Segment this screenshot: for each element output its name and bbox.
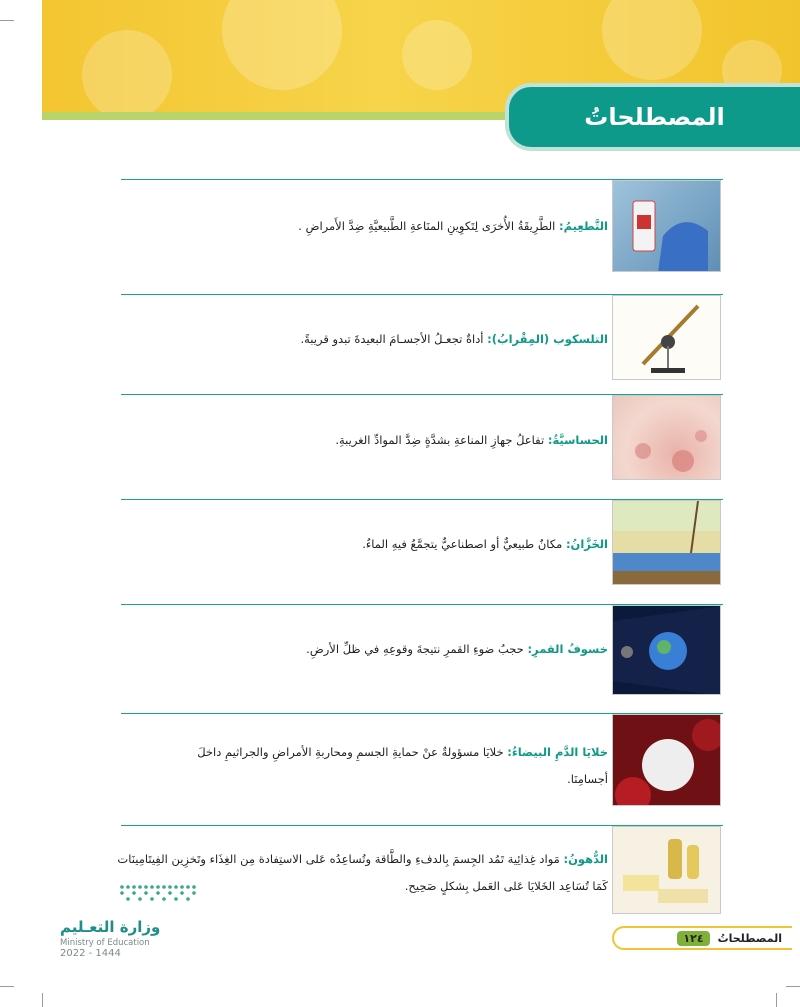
ministry-dots-logo (118, 883, 204, 903)
crop-mark (42, 993, 43, 1007)
entry-definition: مكانٌ طبيعيٌّ أو اصطناعيٌّ يتجمَّعُ فيهِ الماءُ. (362, 537, 563, 551)
ministry-english: Ministry of Education (60, 938, 150, 948)
entry-text (188, 427, 608, 454)
allergy-illustration (613, 396, 721, 480)
white-blood-cell-image (612, 714, 721, 806)
fats-image (612, 826, 721, 914)
page-number: ١٢٤ (677, 931, 709, 946)
page-title-tab (505, 83, 800, 151)
entry-text (188, 213, 608, 240)
vaccine-illustration (613, 181, 721, 272)
reservoir-image (612, 500, 721, 585)
edition-year: 2022 - 1444 (60, 948, 121, 959)
fats-illustration (613, 827, 721, 914)
page-title: المصطلحاتُ (584, 103, 725, 131)
crop-mark (786, 986, 800, 987)
entry-definition: حجبُ ضوءِ القمرِ نتيجةَ وقوعِهِ في ظلِّ الأرضِ. (306, 642, 524, 656)
entry-definition: مَواد غِذائِية تَمُد الجِسمَ بِالدفءِ والطَّاقة وتُساعِدُه عَلى الاستِفادة مِن الغِذَاء وتَخزِين الفِيتَامِينَات كَمَا تُسَاعِد الخَلايَا عَلى العَمل بِشكلٍ صَحِيح. (117, 852, 608, 893)
ministry-logo (60, 918, 160, 959)
entry-text (188, 531, 608, 558)
entry-term: الخَزَّانُ: (565, 537, 608, 551)
footer-label: المصطلحاتُ (717, 931, 782, 945)
ministry-arabic: وزارة التعـليم (60, 918, 161, 936)
entry-term: التَّطعِيمُ: (559, 219, 608, 233)
crop-mark (0, 20, 14, 21)
entry-text (188, 636, 608, 663)
allergy-image (612, 395, 721, 480)
crop-mark (0, 986, 14, 987)
reservoir-illustration (613, 501, 721, 585)
entry-text (153, 739, 608, 793)
entry-term: الدُّهونُ: (563, 852, 608, 866)
entry-term: التلسكوب (المِقْرابُ): (487, 332, 608, 346)
lunar-eclipse-image (612, 605, 721, 695)
page-footer (612, 926, 792, 950)
entry-definition: أداةٌ تجعـلُ الأجسـامَ البعيدةَ تبدو قريبةً. (300, 332, 484, 346)
entry-term: خسوفُ القمرِ: (527, 642, 608, 656)
cell-illustration (613, 715, 721, 806)
eclipse-illustration (613, 606, 721, 695)
vaccine-image (612, 180, 721, 272)
telescope-image (612, 295, 721, 380)
entry-definition: تفاعلُ جهازِ المناعةِ بشدَّةٍ ضِدَّ الموادِّ الغريبةِ. (335, 433, 545, 447)
entry-definition: خلايَا مسؤولةٌ عنْ حمايةِ الجسمِ ومحاربةِ الأمراضِ والجراثيمِ داخلَ أجسامِنَا. (197, 745, 608, 786)
entry-term: خلايَا الدَّمِ البيضاءُ: (507, 745, 608, 759)
crop-mark (776, 993, 777, 1007)
telescope-illustration (613, 296, 721, 380)
entry-definition: الطَّرِيقَةُ الأُخرَى لِتَكوِينِ المنَاعةِ الطَّبيعيَّةِ ضِدَّ الأَمراضِ . (298, 219, 556, 233)
entry-text (188, 326, 608, 353)
entry-term: الحساسيَّةُ: (547, 433, 608, 447)
